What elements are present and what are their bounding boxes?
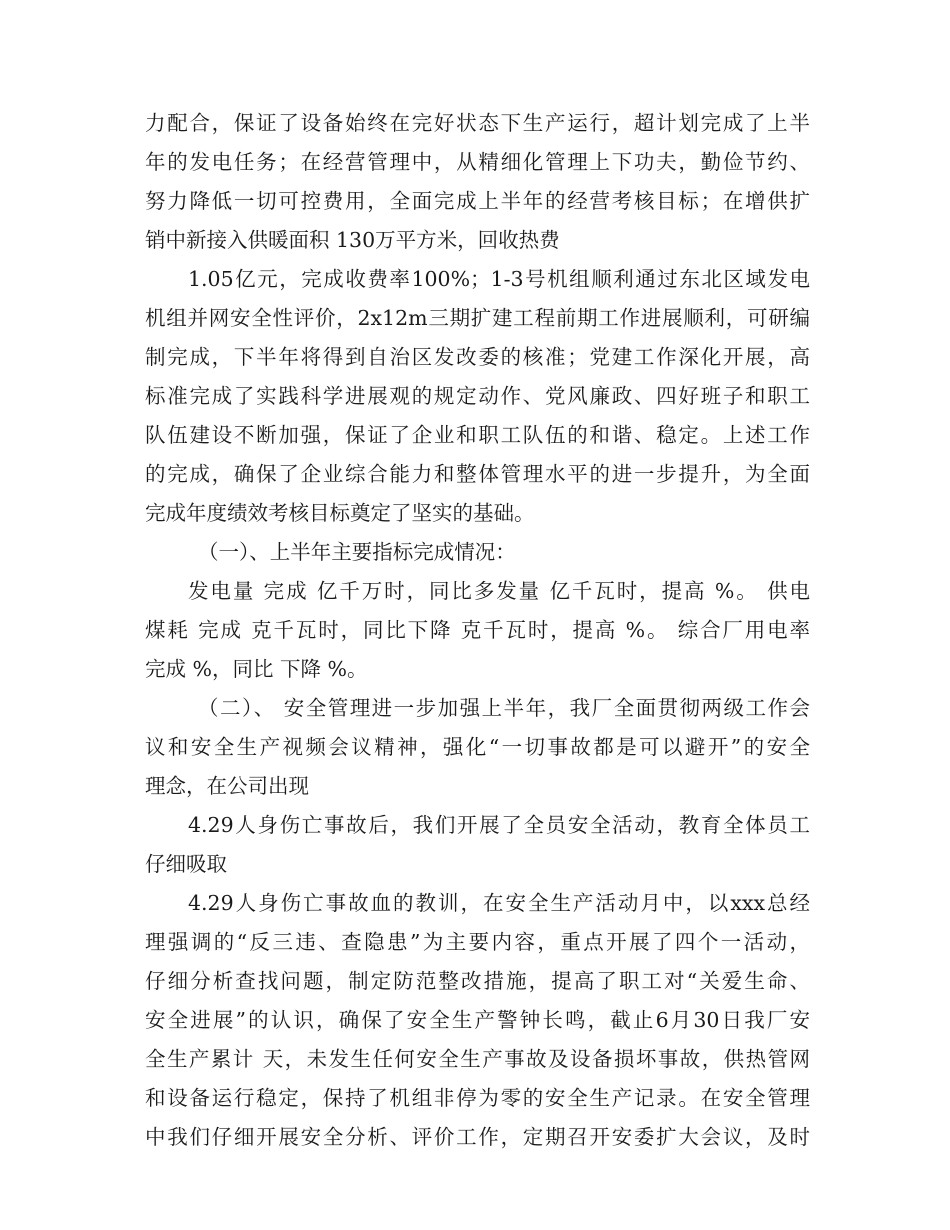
text-line: 标准完成了实践科学进展观的规定动作、党风廉政、四好班子和职工 xyxy=(145,384,810,408)
text-line: 煤耗 完成 克千瓦时，同比下降 克千瓦时，提高 %。 综合厂用电率 xyxy=(145,618,810,642)
text-line: 4.29人身伤亡事故后，我们开展了全员安全活动，教育全体员工 xyxy=(188,813,810,837)
text-line: 安全进展”的认识，确保了安全生产警钟长鸣，截止6月30日我厂安 xyxy=(145,1008,810,1032)
text-line: 和设备运行稳定，保持了机组非停为零的安全生产记录。在安全管理 xyxy=(145,1086,810,1110)
text-line: 中我们仔细开展安全分析、评价工作，定期召开安委扩大会议，及时 xyxy=(145,1125,810,1149)
text-line: 发电量 完成 亿千万时，同比多发量 亿千瓦时，提高 %。 供电 xyxy=(188,579,810,603)
text-line: 年的发电任务；在经营管理中，从精细化管理上下功夫，勤俭节约、 xyxy=(145,150,810,174)
text-line: 销中新接入供暖面积 130万平方米，回收热费 xyxy=(145,228,560,252)
text-line: 制完成，下半年将得到自治区发改委的核准；党建工作深化开展，高 xyxy=(145,345,810,369)
text-line: 的完成，确保了企业综合能力和整体管理水平的进一步提升，为全面 xyxy=(145,462,810,486)
text-line: 仔细分析查找问题，制定防范整改措施，提高了职工对“关爱生命、 xyxy=(145,969,810,993)
section-heading-2: （二）、 安全管理进一步加强上半年，我厂全面贯彻两级工作会 xyxy=(198,696,810,720)
text-line: 1.05亿元，完成收费率100%；1-3号机组顺利通过东北区域发电 xyxy=(188,267,810,291)
section-heading-1: （一）、上半年主要指标完成情况： xyxy=(198,540,516,564)
text-line: 完成 %，同比 下降 %。 xyxy=(145,657,368,681)
document-body xyxy=(145,104,810,1157)
text-line: 队伍建设不断加强，保证了企业和职工队伍的和谐、稳定。上述工作 xyxy=(145,423,810,447)
text-line: 机组并网安全性评价，2x12m三期扩建工程前期工作进展顺利，可研编 xyxy=(145,306,810,330)
text-line: 理强调的“反三违、查隐患”为主要内容，重点开展了四个一活动， xyxy=(145,930,810,954)
text-line: 力配合，保证了设备始终在完好状态下生产运行，超计划完成了上半 xyxy=(145,111,810,135)
text-line: 努力降低一切可控费用，全面完成上半年的经营考核目标；在增供扩 xyxy=(145,189,810,213)
text-line: 仔细吸取 xyxy=(145,852,227,876)
text-line: 全生产累计 天，未发生任何安全生产事故及设备损坏事故，供热管网 xyxy=(145,1047,810,1071)
text-line: 议和安全生产视频会议精神，强化“一切事故都是可以避开”的安全 xyxy=(145,735,810,759)
text-line: 理念，在公司出现 xyxy=(145,774,309,798)
text-line: 完成年度绩效考核目标奠定了坚实的基础。 xyxy=(145,501,535,525)
text-line: 4.29人身伤亡事故血的教训，在安全生产活动月中，以xxx总经 xyxy=(188,891,810,915)
